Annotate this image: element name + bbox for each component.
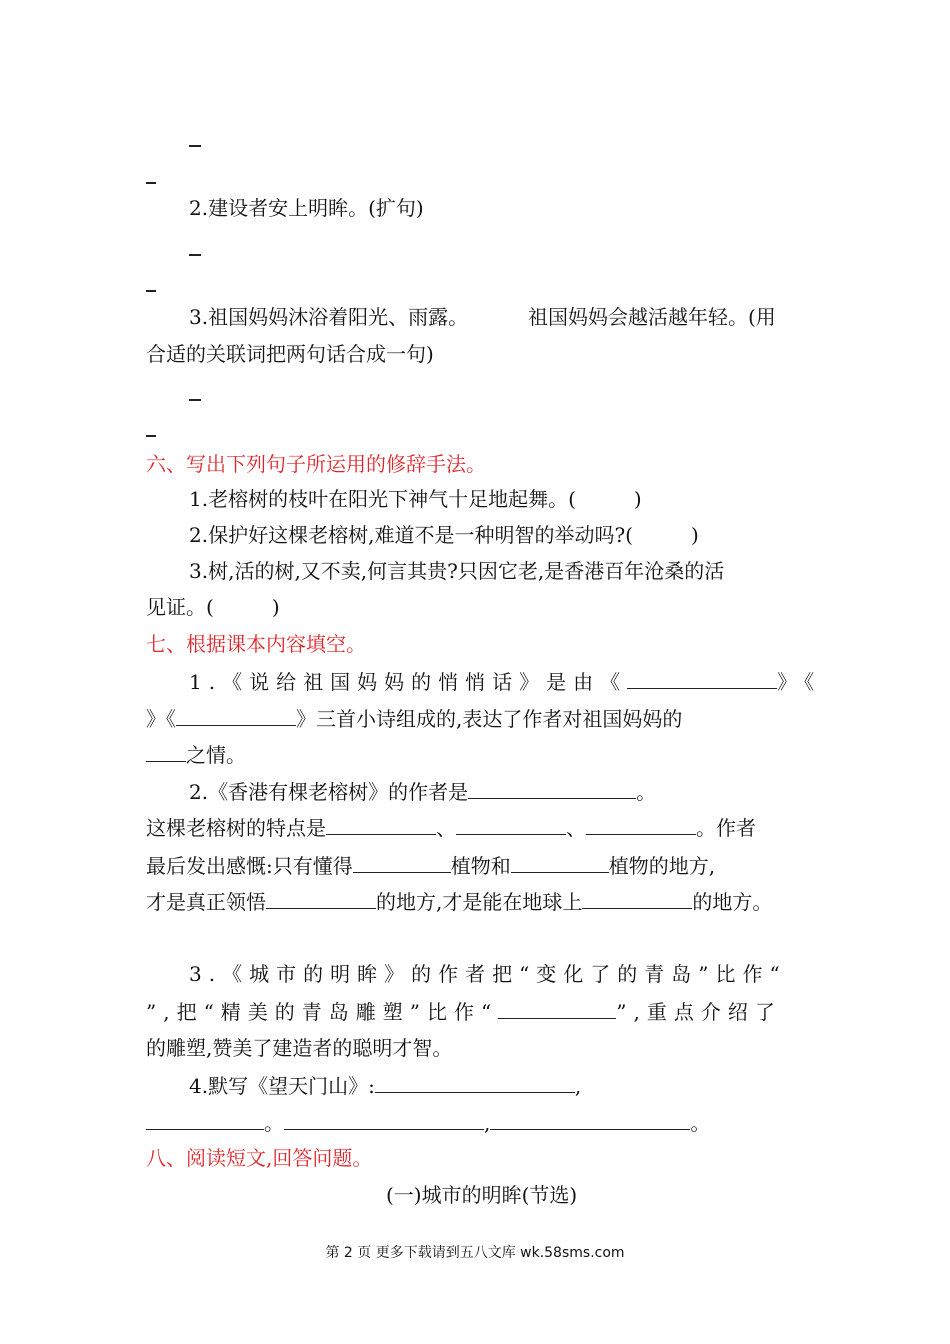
blank[interactable] [490, 1107, 690, 1130]
question-text: 2.保护好这棵老榕树,难道不是一种明智的举动吗?( [189, 523, 633, 547]
punctuation: 、 [436, 816, 456, 840]
bracket-close: ) [633, 487, 642, 511]
question-7-4-line2 [146, 1107, 710, 1138]
question-7-2-line2 [146, 812, 756, 843]
passage-title: (一)城市的明眸(节选) [386, 1183, 578, 1207]
answer-line [189, 399, 201, 401]
question-text: 4.默写《望天门山》: [189, 1074, 375, 1098]
question-7-4-line1 [189, 1070, 581, 1101]
question-7-3-line3: 的雕塑,赞美了建造者的聪明才智。 [146, 1036, 453, 1060]
question-5-3-part3: 合适的关联词把两句话合成一句) [146, 342, 434, 366]
punctuation: , [484, 1111, 491, 1135]
question-5-3-part2: 祖国妈妈会越活越年轻。(用 [528, 305, 776, 329]
question-text: 》三首小诗组成的,表达了作者对祖国妈妈的 [296, 707, 683, 731]
question-text: 1.《说给祖国妈妈的悄悄话》是由《 [189, 670, 628, 694]
blank[interactable] [353, 850, 451, 873]
question-text: 才是真正领悟 [146, 890, 266, 914]
question-text: 植物的地方, [608, 854, 716, 878]
section-6-heading: 六、写出下列句子所运用的修辞手法。 [146, 452, 486, 476]
question-text: 之情。 [186, 743, 246, 767]
question-5-2: 2.建设者安上明眸。(扩句) [189, 196, 424, 220]
answer-line [146, 290, 156, 292]
question-7-2-line4 [146, 886, 772, 917]
question-text: 》《 [146, 707, 176, 731]
question-text: 这棵老榕树的特点是 [146, 816, 326, 840]
blank[interactable] [266, 886, 376, 909]
blank[interactable] [498, 996, 616, 1019]
blank[interactable] [468, 776, 636, 799]
question-7-2-line3 [146, 850, 715, 881]
bracket-close: ) [690, 523, 699, 547]
punctuation: , [574, 1074, 582, 1098]
question-7-2-line1 [189, 776, 656, 807]
question-7-3-line1: 3.《城市的明眸》的作者把“变化了的青岛”比作“ [189, 962, 787, 986]
question-text: 1.老榕树的枝叶在阳光下神气十足地起舞。( [189, 487, 576, 511]
section-8-heading: 八、阅读短文,回答问题。 [146, 1146, 373, 1170]
question-7-1-line3 [146, 739, 246, 770]
page-footer: 第 2 页 更多下载请到五八文库 wk.58sms.com [325, 1245, 625, 1261]
question-6-3-line2 [146, 592, 280, 622]
bracket-close: ) [271, 595, 280, 619]
blank[interactable] [586, 812, 696, 835]
answer-line [146, 435, 156, 437]
blank[interactable] [146, 1107, 264, 1130]
punctuation: 。 [264, 1111, 284, 1135]
question-text: 2.《香港有棵老榕树》的作者是 [189, 780, 469, 804]
blank[interactable] [375, 1070, 575, 1093]
question-6-2 [189, 520, 699, 550]
section-7-heading: 七、根据课本内容填空。 [146, 632, 366, 656]
question-text: 的地方,才是能在地球上 [376, 890, 583, 914]
punctuation: 、 [566, 816, 586, 840]
blank[interactable] [627, 666, 777, 689]
question-text: ”,重点介绍了 [616, 1000, 782, 1024]
punctuation: 。 [690, 1111, 711, 1135]
question-7-1-line1 [189, 666, 821, 697]
question-7-1-line2 [146, 703, 682, 734]
blank[interactable] [176, 703, 296, 726]
question-6-3-line1: 3.树,活的树,又不卖,何言其贵?只因它老,是香港百年沧桑的活 [189, 559, 725, 583]
blank[interactable] [146, 739, 186, 762]
question-text: 最后发出感慨:只有懂得 [146, 854, 353, 878]
answer-line [189, 254, 201, 256]
question-text: 》《 [777, 670, 822, 694]
blank[interactable] [456, 812, 566, 835]
question-5-3-part1: 3.祖国妈妈沐浴着阳光、雨露。 [189, 305, 469, 329]
question-text: 植物和 [450, 854, 511, 878]
blank[interactable] [284, 1107, 484, 1130]
question-6-1 [189, 484, 642, 514]
answer-line [146, 182, 156, 184]
blank[interactable] [582, 886, 692, 909]
question-7-3-line2 [146, 996, 782, 1027]
question-text: ”,把“精美的青岛雕塑”比作“ [146, 1000, 499, 1024]
question-text: 的地方。 [692, 890, 773, 914]
punctuation: 。 [636, 780, 657, 804]
question-text: 见证。( [146, 595, 214, 619]
blank[interactable] [326, 812, 436, 835]
blank[interactable] [511, 850, 609, 873]
answer-line [189, 145, 201, 147]
question-text: 。作者 [696, 816, 756, 840]
